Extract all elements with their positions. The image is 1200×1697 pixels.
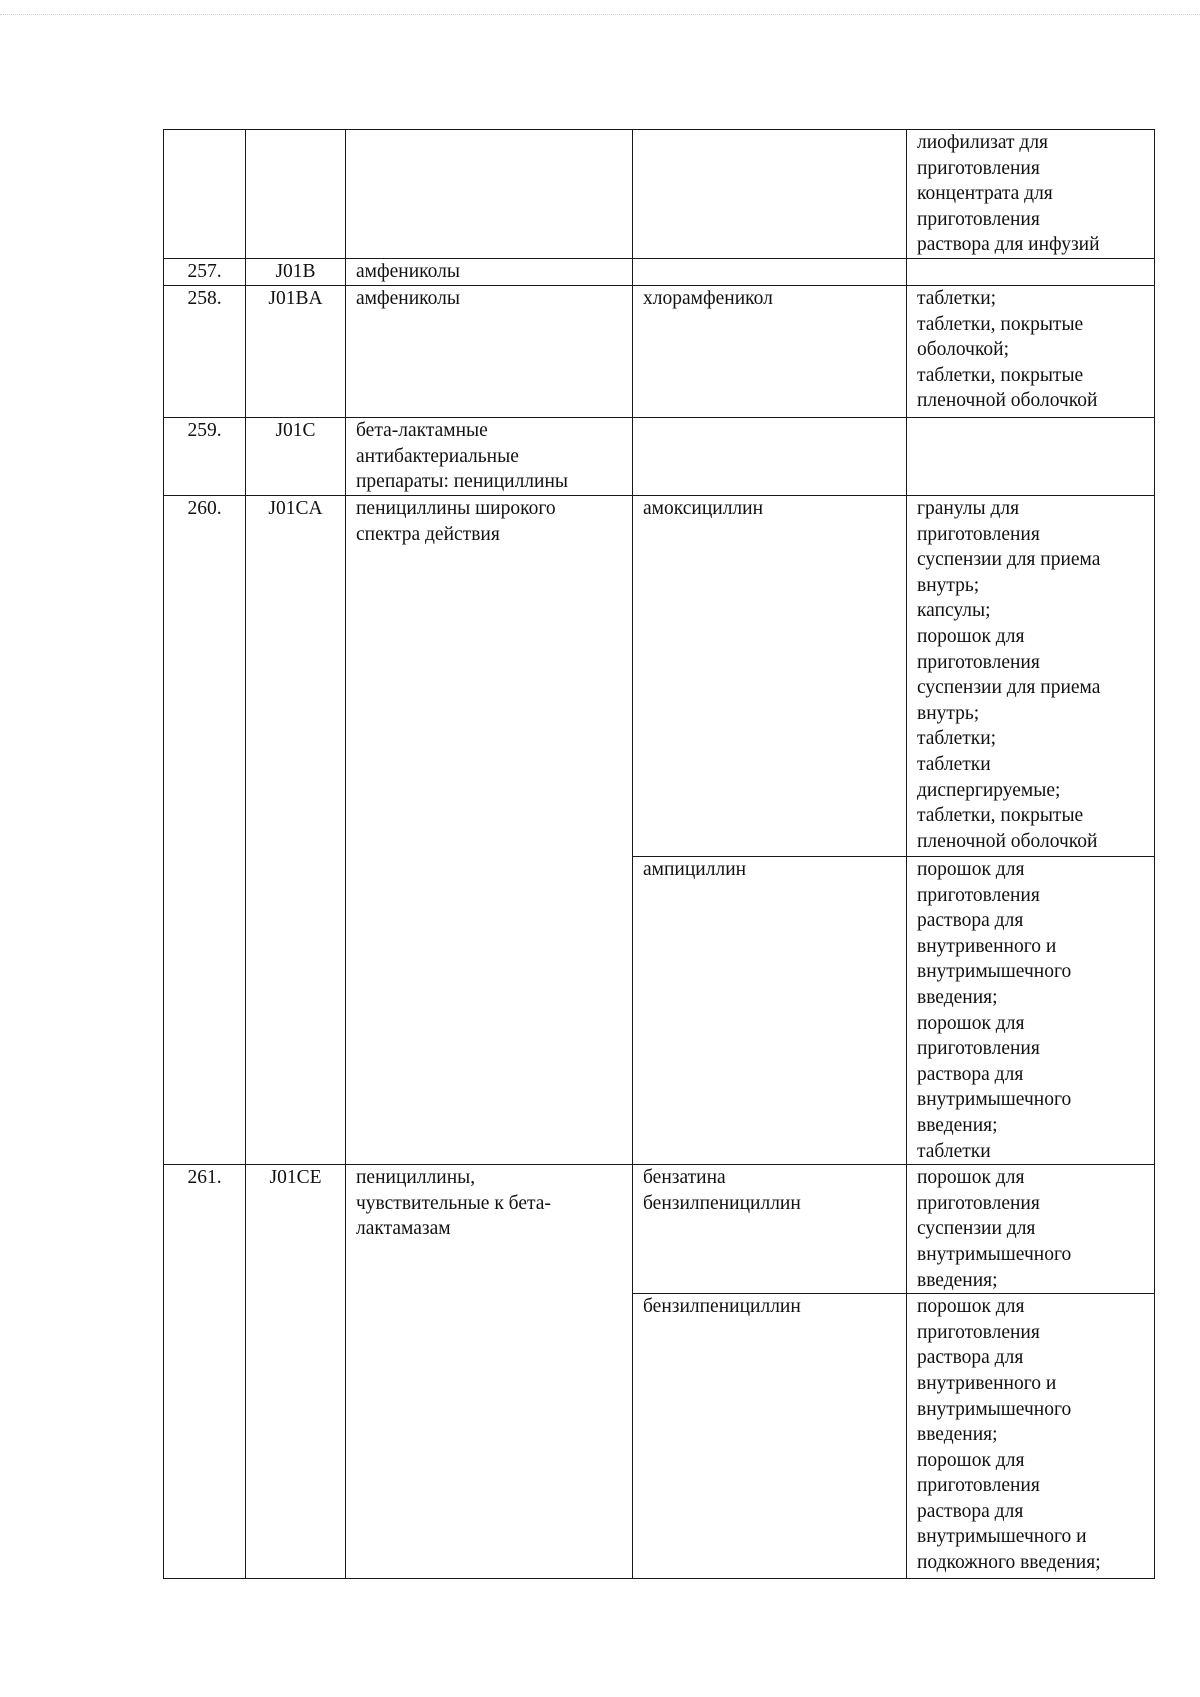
substance-line: бензилпенициллин xyxy=(643,1296,801,1318)
form-line: приготовления xyxy=(917,523,1040,545)
form-line: порошок для xyxy=(917,859,1025,880)
table-row-259 xyxy=(164,418,1155,496)
row-number: 260. xyxy=(164,496,246,1165)
group-line: амфениколы xyxy=(356,261,460,282)
medicines-table xyxy=(163,129,1155,1579)
substance-line: бензилпенициллин xyxy=(643,1192,801,1214)
form-line: приготовления xyxy=(917,1475,1040,1497)
form-line: порошок для xyxy=(917,1449,1025,1471)
form-line: раствора для xyxy=(917,1347,1024,1369)
dosage-forms xyxy=(907,1294,1155,1579)
form-line: порошок для xyxy=(917,625,1025,647)
atc-code: J01C xyxy=(246,418,346,496)
form-line: таблетки, покрытые xyxy=(917,805,1084,827)
document-page xyxy=(163,129,1155,1579)
form-line: таблетки, покрытые xyxy=(917,364,1084,386)
page-top-edge xyxy=(0,14,1200,15)
form-line: введения; xyxy=(917,986,998,1008)
form-line: суспензии для xyxy=(917,1218,1036,1240)
form-line: введения; xyxy=(917,1269,998,1291)
group-line: бета-лактамные xyxy=(356,420,488,441)
form-line: внутримышечного xyxy=(917,1089,1072,1111)
atc-code: J01B xyxy=(246,259,346,286)
group-name xyxy=(346,496,633,1165)
form-line: таблетки, покрытые xyxy=(917,313,1084,335)
form-line: раствора для xyxy=(917,1063,1024,1085)
form-line: суспензии для приема xyxy=(917,677,1101,699)
form-line: таблетки; xyxy=(917,728,997,750)
atc-code: J01CA xyxy=(246,496,346,1165)
row-number: 261. xyxy=(164,1165,246,1579)
group-line: антибактериальные xyxy=(356,445,519,467)
group-line: лактамазам xyxy=(356,1218,451,1240)
form-line: внутримышечного xyxy=(917,961,1072,983)
group-line: пенициллины широкого xyxy=(356,498,556,519)
substance-name xyxy=(633,857,907,1165)
atc-code: J01BA xyxy=(246,286,346,418)
substance-name xyxy=(633,496,907,857)
table-row-257 xyxy=(164,259,1155,286)
form-line: порошок для xyxy=(917,1012,1025,1034)
form-line: приготовления xyxy=(917,157,1040,179)
form-line: пленочной оболочкой xyxy=(917,830,1098,852)
group-line: амфениколы xyxy=(356,288,460,309)
substance-line: бензатина xyxy=(643,1167,726,1189)
substance-name xyxy=(633,418,907,496)
form-line: приготовления xyxy=(917,1321,1040,1343)
table-row-continuation xyxy=(164,130,1155,259)
form-line: приготовления xyxy=(917,884,1040,906)
substance-name xyxy=(633,1294,907,1579)
form-line: таблетки xyxy=(917,1140,991,1162)
form-line: внутривенного и xyxy=(917,935,1057,957)
dosage-forms xyxy=(907,418,1155,496)
form-line: раствора для инфузий xyxy=(917,234,1100,256)
dosage-forms xyxy=(907,130,1155,259)
group-line: чувствительные к бета- xyxy=(356,1192,551,1214)
form-line: введения; xyxy=(917,1424,998,1446)
form-line: приготовления xyxy=(917,1038,1040,1060)
group-line: препараты: пенициллины xyxy=(356,471,569,493)
table-row-261 xyxy=(164,1165,1155,1294)
group-name xyxy=(346,130,633,259)
dosage-forms xyxy=(907,259,1155,286)
form-line: внутримышечного и xyxy=(917,1526,1087,1548)
form-line: раствора для xyxy=(917,1500,1024,1522)
table-row-260 xyxy=(164,496,1155,857)
form-line: таблетки; xyxy=(917,288,997,309)
form-line: внутрь; xyxy=(917,702,980,724)
form-line: оболочкой; xyxy=(917,339,1010,361)
group-name xyxy=(346,1165,633,1579)
dosage-forms xyxy=(907,857,1155,1165)
group-line: пенициллины, xyxy=(356,1167,476,1189)
form-line: пленочной оболочкой xyxy=(917,390,1098,412)
form-line: суспензии для приема xyxy=(917,549,1101,571)
substance-name xyxy=(633,286,907,418)
form-line: диспергируемые; xyxy=(917,779,1061,801)
substance-line: амоксициллин xyxy=(643,498,764,519)
table-row-258 xyxy=(164,286,1155,418)
substance-name xyxy=(633,259,907,286)
group-name xyxy=(346,286,633,418)
row-number: 257. xyxy=(164,259,246,286)
form-line: внутрь; xyxy=(917,574,980,596)
form-line: приготовления xyxy=(917,208,1040,230)
row-number xyxy=(164,130,246,259)
substance-name xyxy=(633,1165,907,1294)
form-line: концентрата для xyxy=(917,183,1053,205)
dosage-forms xyxy=(907,1165,1155,1294)
substance-name xyxy=(633,130,907,259)
dosage-forms xyxy=(907,496,1155,857)
substance-line: ампициллин xyxy=(643,859,747,880)
group-name xyxy=(346,259,633,286)
substance-line: хлорамфеникол xyxy=(643,288,773,309)
form-line: гранулы для xyxy=(917,498,1020,519)
form-line: порошок для xyxy=(917,1167,1025,1189)
form-line: раствора для xyxy=(917,910,1024,932)
atc-code: J01CE xyxy=(246,1165,346,1579)
form-line: лиофилизат для xyxy=(917,132,1049,153)
form-line: порошок для xyxy=(917,1296,1025,1318)
atc-code xyxy=(246,130,346,259)
form-line: внутривенного и xyxy=(917,1372,1057,1394)
form-line: приготовления xyxy=(917,651,1040,673)
form-line: введения; xyxy=(917,1114,998,1136)
dosage-forms xyxy=(907,286,1155,418)
form-line: приготовления xyxy=(917,1192,1040,1214)
form-line: таблетки xyxy=(917,753,991,775)
group-name xyxy=(346,418,633,496)
form-line: подкожного введения; xyxy=(917,1552,1101,1574)
row-number: 258. xyxy=(164,286,246,418)
form-line: капсулы; xyxy=(917,600,991,622)
row-number: 259. xyxy=(164,418,246,496)
form-line: внутримышечного xyxy=(917,1243,1072,1265)
form-line: внутримышечного xyxy=(917,1398,1072,1420)
group-line: спектра действия xyxy=(356,523,500,545)
